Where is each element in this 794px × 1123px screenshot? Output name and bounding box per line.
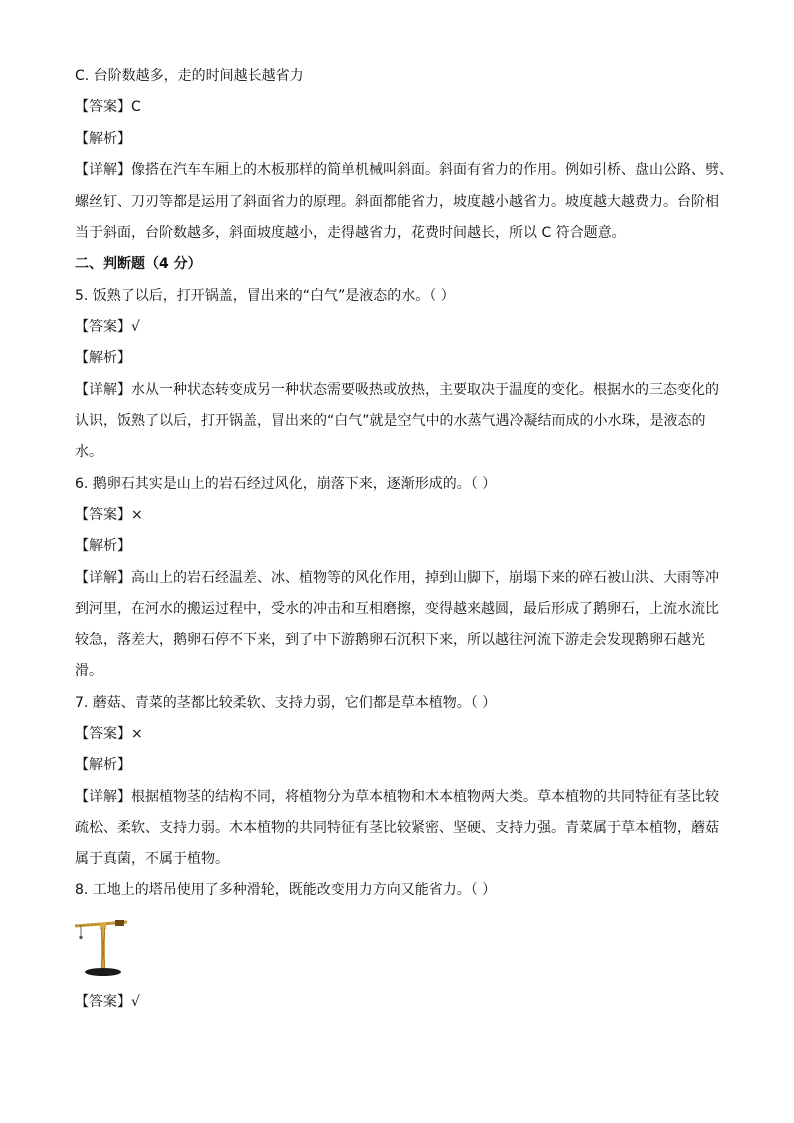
q4-answer: 【答案】C — [75, 99, 141, 115]
q4-detail-line: 螺丝钉、刀刃等都是运用了斜面省力的原理。斜面都能省力，坡度越小越省力。坡度越大越费力。台阶相 — [75, 194, 719, 210]
q5-answer: 【答案】√ — [75, 319, 140, 335]
q7-detail-line: 【详解】根据植物茎的结构不同，将植物分为草本植物和木本植物两大类。草本植物的共同特征有茎比较 — [75, 789, 719, 805]
q4-analysis-label: 【解析】 — [75, 131, 131, 147]
q6-detail-line: 较急，落差大，鹅卵石停不下来，到了中下游鹅卵石沉积下来，所以越往河流下游走会发现鹅卵石越光 — [75, 632, 705, 648]
q7-detail-line: 疏松、柔软、支持力弱。木本植物的共同特征有茎比较紧密、坚硬、支持力强。青菜属于草本植物，蘑菇 — [75, 820, 719, 836]
tower-crane-image — [73, 914, 129, 978]
section-title: 二、判断题（4 分） — [75, 256, 202, 272]
q6-question: 6. 鹅卵石其实是山上的岩石经过风化，崩落下来，逐渐形成的。（ ） — [75, 476, 497, 492]
q6-analysis-label: 【解析】 — [75, 538, 131, 554]
q6-answer: 【答案】× — [75, 507, 143, 523]
q4-detail-line: 【详解】像搭在汽车车厢上的木板那样的简单机械叫斜面。斜面有省力的作用。例如引桥、盘山公路、劈、 — [75, 162, 733, 178]
q6-detail-line: 滑。 — [75, 663, 103, 679]
q7-detail-line: 属于真菌，不属于植物。 — [75, 851, 229, 867]
q8-question: 8. 工地上的塔吊使用了多种滑轮，既能改变用力方向又能省力。（ ） — [75, 882, 497, 898]
q6-detail-line: 【详解】高山上的岩石经温差、冰、植物等的风化作用，掉到山脚下，崩塌下来的碎石被山洪、大雨等冲 — [75, 570, 719, 586]
q5-analysis-label: 【解析】 — [75, 350, 131, 366]
q6-detail-line: 到河里，在河水的搬运过程中，受水的冲击和互相磨擦，变得越来越圆，最后形成了鹅卵石，上流水流比 — [75, 601, 719, 617]
q5-detail-line: 【详解】水从一种状态转变成另一种状态需要吸热或放热，主要取决于温度的变化。根据水的三态变化的 — [75, 382, 719, 398]
q4-option-c: C. 台阶数越多，走的时间越长越省力 — [75, 68, 304, 84]
q4-detail-line: 当于斜面，台阶数越多，斜面坡度越小，走得越省力，花费时间越长，所以 C 符合题意。 — [75, 225, 626, 241]
q7-answer: 【答案】× — [75, 726, 143, 742]
q7-analysis-label: 【解析】 — [75, 757, 131, 773]
q8-answer: 【答案】√ — [75, 994, 140, 1010]
q7-question: 7. 蘑菇、青菜的茎都比较柔软、支持力弱，它们都是草本植物。（ ） — [75, 695, 497, 711]
q5-detail-line: 认识，饭熟了以后，打开锅盖，冒出来的“白气”就是空气中的水蒸气遇冷凝结而成的小水珠，是液态的 — [75, 413, 706, 429]
q5-detail-line: 水。 — [75, 444, 103, 460]
q5-question: 5. 饭熟了以后，打开锅盖，冒出来的“白气”是液态的水。（ ） — [75, 288, 455, 304]
